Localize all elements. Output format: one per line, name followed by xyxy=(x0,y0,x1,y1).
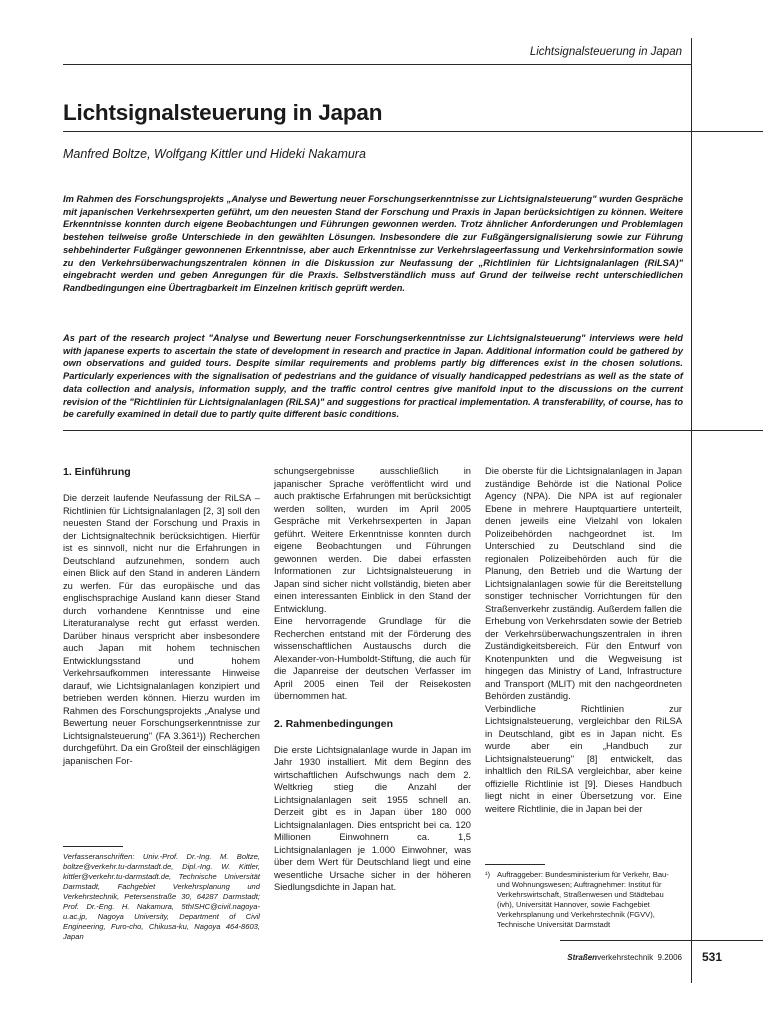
page-number: 531 xyxy=(702,950,723,964)
footnote-text: Auftraggeber: Bundesministerium für Verkehr, Bau- und Wohnungswesen; Auftragnehmer: Institut für Verkehrswirtschaft, Straßenwesen und Städtebau (ivh), Universität Hannover, sowie Fachgebiet Verkehrsplanung und Verkehrstechnik (FGVV), Technische Universität Darmstadt xyxy=(497,870,669,929)
body-paragraph: schungsergebnisse ausschließlich in japanischer Sprache veröffentlicht wird und auch praktische Erfahrungen mit berücksichtigt werden sollten, wurden im April 2005 Gespräche mit Verkehrsexperten in Japan geführt. Weitere Erkenntnisse konnten durch eigene Beobachtungen und Führungen gewonnen werden. Die dabei erfassten Informationen zur Lichtsignalsteuerung in Japan sind sicher nicht vollständig, bieten aber einen interessanten Einblick in den Stand der Entwicklung. xyxy=(274,466,471,614)
text-column-2 xyxy=(274,465,471,894)
footnote-rule xyxy=(63,846,123,847)
article-authors: Manfred Boltze, Wolfgang Kittler und Hideki Nakamura xyxy=(63,147,366,161)
body-paragraph: Verbindliche Richtlinien zur Lichtsignalsteuerung, vergleichbar den RiLSA in Deutschland, gibt es in Japan nicht. Es wurde aber ein „Handbuch zur Lichtsignalsteuerung" [8] entwickelt, das inhaltlich den RiLSA vergleichbar, aber keine offizielle Richtlinie ist [9]. Dieses Handbuch liegt nicht in einer Übersetzung vor. Eine weitere Richtlinie, die in Japan bei der xyxy=(485,703,682,814)
journal-issue: verkehrstechnik 9.2006 xyxy=(597,953,682,962)
body-paragraph: Die erste Lichtsignalanlage wurde in Japan im Jahr 1930 installiert. Mit dem Beginn des wirtschaftlichen Aufschwungs nach dem 2. Weltkrieg stieg die Anzahl der Lichtsignalanlagen seit 1955 schnell an. Derzeit gibt es in Japan über 180 000 Lichtsignalanlagen. Dies entspricht bei ca. 120 Millionen Einwohnern ca. 1,5 Lichtsignalanlagen je 1.000 Einwohner, was über dem Wert für Deutschland liegt und eine wesentliche Ursache sicher in der höheren Siedlungsdichte in Japan hat. xyxy=(274,744,471,892)
text-column-3 xyxy=(485,465,682,815)
body-paragraph: Die oberste für die Lichtsignalanlagen in Japan zuständige Behörde ist die National Police Agency (NPA). Die NPA ist auf regionaler Ebene in mehrere Hauptquartiere unterteilt, denen jeweils eine Vielzahl von lokalen Polizeibehörden nachgeordnet ist. Im Unterschied zu Deutschland sind die regionalen Polizeibehörden auch für die Planung, den Betrieb und die Wartung der Lichtsignalanlagen sowie für die Bereitstellung sonstiger technischer Vorrichtungen für den Straßenverkehr zuständig. Außerdem fallen die Erhebung von Verkehrsdaten sowie der Betrieb der Verkehrsüberwachungszentralen in ihren Zuständigkeitsbereich. Für den Entwurf von Knotenpunkten und die Wegweisung ist hingegen das Ministry of Land, Infrastructure and Transport (MLIT) mit den nachgeordneten Behörden zuständig. xyxy=(485,466,682,701)
section-heading-introduction: 1. Einführung xyxy=(63,466,131,478)
journal-footer xyxy=(567,953,682,962)
funding-footnote xyxy=(485,870,682,930)
section-heading-framework: 2. Rahmenbedingungen xyxy=(274,717,394,730)
margin-rule xyxy=(691,38,692,983)
journal-brand: Straßen xyxy=(567,953,598,962)
header-rule xyxy=(63,64,691,65)
abstract-german: Im Rahmen des Forschungsprojekts „Analyse und Bewertung neuer Forschungserkenntnisse zur Lichtsignalsteuerung" wurden Gespräche mit japanischen Verkehrsexperten geführt, um den neuesten Stand der Forschung und Praxis in Japan berücksichtigen zu können. Weitere Erkenntnisse konnten durch eigene Beobachtungen und Führungen gewonnen werden. Trotz ähnlicher Anforderungen und Problemlagen bestehen teilweise große Unterschiede in den gewählten Lösungen. Insbesondere die zur Fußgängersignalisierung sowie zur Führung sehbehinderter Fußgänger gewonnenen Erkenntnisse, aber auch Erkenntnisse zur Verkehrslageerfassung und Verkehrsinformation sowie zu den Verkehrsüberwachungszentralen können in die Diskussion zur Neufassung der „Richtlinien für Lichtsignalanlagen (RiLSA)" eingebracht werden und geben Anregungen für die Praxis. Selbstverständlich muss auf Grund der teilweise recht unterschiedlichen Randbedingungen eine Übertragbarkeit im Einzelnen kritisch geprüft werden. xyxy=(63,194,683,293)
body-paragraph: Eine hervorragende Grundlage für die Recherchen entstand mit der Förderung des wissenschaftlichen Austauschs durch die Alexander-von-Humboldt-Stiftung, die auch für die Japanreise der deutschen Verfasser im April 2005 einen Teil der Reisekosten übernommen hat. xyxy=(274,616,471,701)
footnote-rule xyxy=(485,864,545,865)
abstract-english: As part of the research project "Analyse und Bewertung neuer Forschungserkenntnisse zur Lichtsignalsteuerung" interviews were held with japanese experts to ascertain the state of development in research and practice in Japan. Additional information could be gathered by own observations and guided tours. Despite similar requirements and problems partly big differences exist in the chosen solutions. Particularly experiences with the signalisation of pedestrians and the guidance of visually handicapped pedestrians as well as the state of data collection and analysis, information supply, and the traffic control centres give manifold input to the discussions on the current revision of the "Richtlinien für Lichtsignalanlagen (RiLSA)" and suggestions for practical implementation. A transferability, of course, has to be carefully examined in detail due to partly quite different basic conditions. xyxy=(63,333,683,420)
running-header: Lichtsignalsteuerung in Japan xyxy=(529,46,682,58)
abstract-rule xyxy=(63,430,763,431)
author-addresses-footnote: Verfasseranschriften: Univ.-Prof. Dr.-Ing. M. Boltze, boltze@verkehr.tu-darmstadt.de, Dipl.-Ing. W. Kittler, kittler@verkehr.tu-darmstadt.de, Technische Universität Darmstadt, Fachgebiet Verkehrsplanung und Verkehrstechnik, Petersenstraße 30, 64287 Darmstadt; Prof. Dr.-Eng. H. Nakamura, 5thISHC@civil.nagoya-u.ac.jp, Nagoya University, Department of Civil Engineering, Furo-cho, Chikusa-ku, Nagoya 464-8603, Japan xyxy=(63,852,260,941)
footnote-mark: ¹) xyxy=(485,870,491,879)
text-column-1 xyxy=(63,465,260,767)
body-paragraph: Die derzeit laufende Neufassung der RiLSA – Richtlinien für Lichtsignalanlagen [2, 3] soll den neuesten Stand der Forschung und Praxis in der Lichtsignaltechnik berücksichtigen. Hierfür ist es sinnvoll, nicht nur die Erfahrungen in Deutschland aufzunehmen, sondern auch einen Blick auf den Stand in anderen Ländern zu werfen. Für das europäische und das englischsprachige Ausland kann dieser Stand durch vorhandene Kenntnisse und eine Literaturanalyse recht gut erfasst werden. Darüber hinaus verspricht aber insbesondere auch Japan mit hohem technischen Entwicklungsstand und hohem Verkehrsaufkommen interessante Hinweise darauf, wie Lichtsignalanlagen konzipiert und betrieben werden können. Hierzu wurden im Rahmen des Forschungsprojekts „Analyse und Bewertung neuer Forschungserkenntnisse zur Lichtsignalsteuerung" (FA 3.361¹)) Recherchen durchgeführt. Da ein Großteil der einschlägigen japanischen For- xyxy=(63,493,260,766)
article-title: Lichtsignalsteuerung in Japan xyxy=(63,100,383,125)
footer-rule xyxy=(560,940,763,941)
title-rule xyxy=(63,131,763,132)
